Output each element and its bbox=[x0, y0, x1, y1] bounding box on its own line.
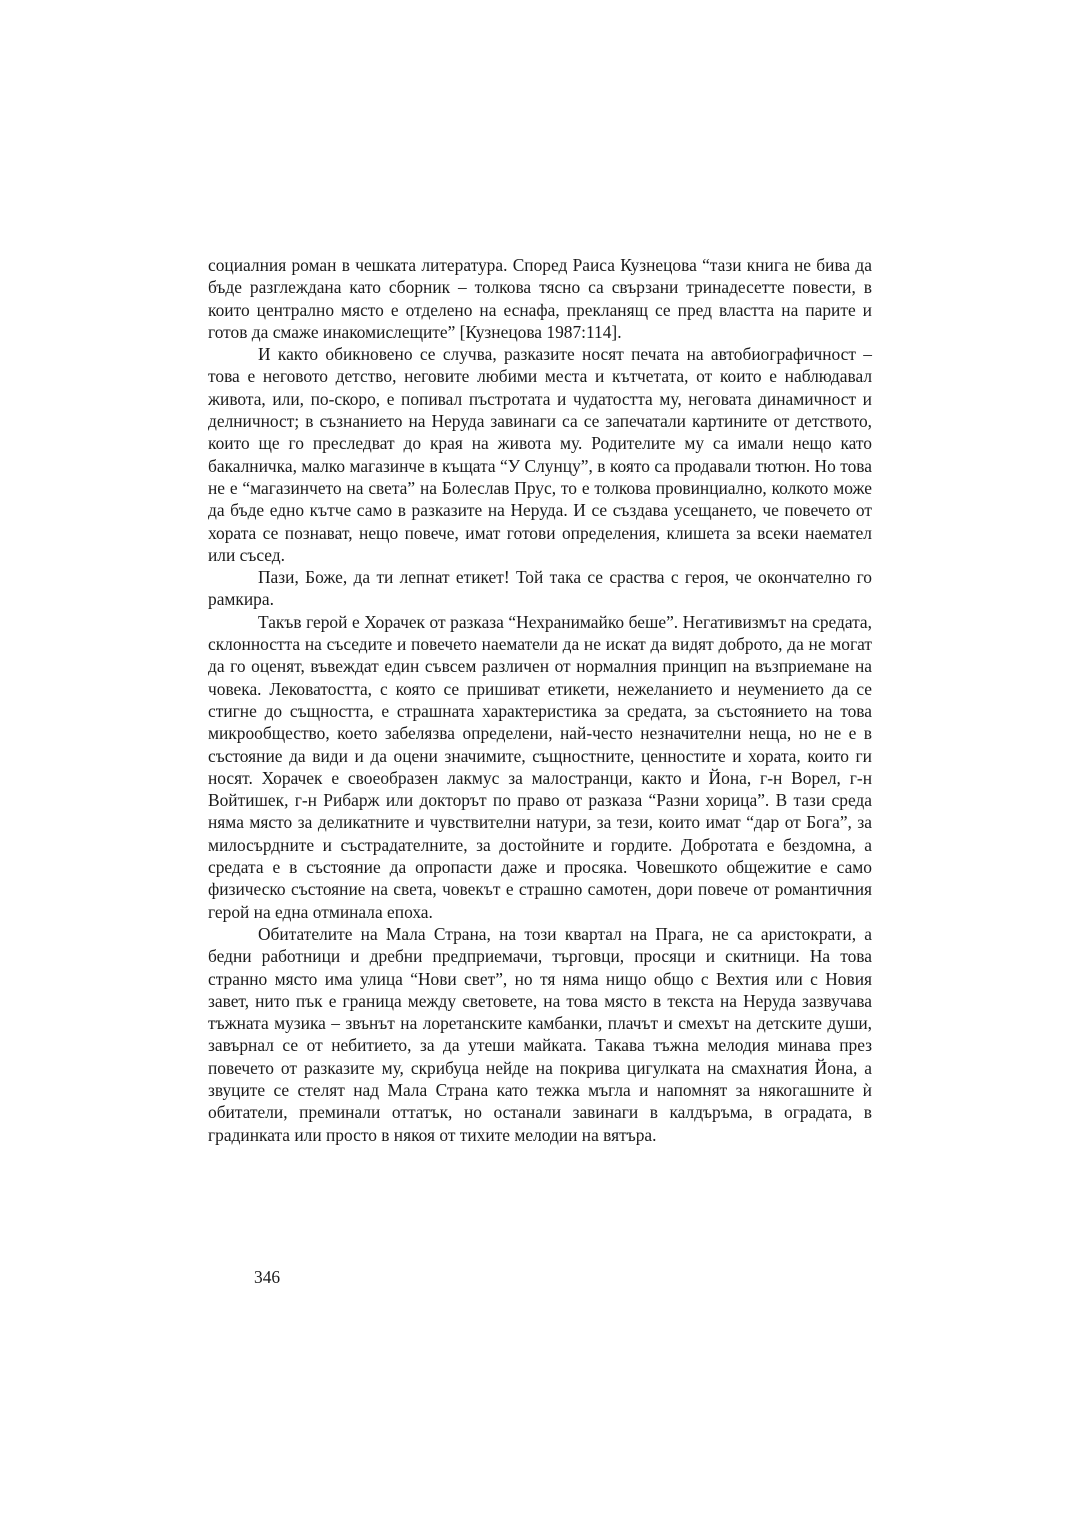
paragraph-5: Обитателите на Мала Страна, на този квартал на Прага, не са аристократи, а бедни работници и дребни предприемачи, търговци, просяци и скитници. На това странно място има улица “Нови свет”, но тя няма нищо общо с Вехтия или с Новия завет, нито пък е граница между световете, на това място в текста на Неруда зазвучава тъжната музика – звънът на лоретанските камбанки, плачът и смехът на детските души, завърнал се от небитието, за да утеши майката. Такава тъжна мелодия минава през повечето от разказите му, скрибуца нейде на покрива цигулката на смахнатия Йона, а звуците се стелят над Мала Страна като тежка мъгла и напомнят за някогашните ѝ обитатели, преминали оттатък, но останали завинаги в калдъръма, в оградата, в градинката или просто в някоя от тихите мелодии на вятъра. bbox=[208, 923, 872, 1145]
paragraph-1: социалния роман в чешката литература. Според Раиса Кузнецова “тази книга не бива да бъде разглеждана като сборник – толкова тясно са свързани тринадесетте повести, в които централно място е отделено на еснафа, прекланящ се пред властта на парите и готов да смаже инакомислещите” [Кузнецова 1987:114]. bbox=[208, 255, 872, 342]
body-text bbox=[208, 254, 872, 1146]
page-number: 346 bbox=[254, 1267, 281, 1287]
paragraph-3: Пази, Боже, да ти лепнат етикет! Той така се сраства с героя, че окончателно го рамкира. bbox=[208, 567, 872, 610]
paragraph-2: И както обикновено се случва, разказите носят печата на автобиографичност – това е неговото детство, неговите любими места и кътчетата, от които е наблюдавал живота, или, по-скоро, е попивал пъстротата и чудатостта му, неговата динамичност и делничност; в съзнанието на Неруда завинаги са се запечатали картините от детството, които ще го преследват до края на живота му. Родителите му са имали нещо като бакалничка, малко магазинче в къщата “У Слунцу”, в която са продавали тютюн. Но това не е “магазинчето на света” на Болеслав Прус, то е толкова провинциално, колкото може да бъде едно кътче само в разказите на Неруда. И се създава усещането, че повечето от хората се познават, нещо повече, имат готови определения, клишета за всеки наемател или съсед. bbox=[208, 344, 872, 565]
paragraph-4: Такъв герой е Хорачек от разказа “Нехранимайко беше”. Негативизмът на средата, склонността на съседите и повечето наематели да не искат да видят доброто, да не могат да го оценят, въвеждат един съвсем различен от нормалния принцип на възприемане на човека. Лековатостта, с която се пришиват етикети, нежеланието и неумението да се стигне до същността, е страшната характеристика за средата, за състоянието на това микрообщество, което забелязва определени, най-често незначителни неща, но не е в състояние да види и да оцени значимите, същностните, ценностите и хората, които ги носят. Хорачек е своеобразен лакмус за малостранци, както и Йона, г-н Ворел, г-н Войтишек, г-н Рибарж или докторът по право от разказа “Разни хорица”. В тази среда няма място за деликатните и чувствителни натури, за тези, които имат “дар от Бога”, за милосърдните и състрадателните, за достойните и гордите. Добротата е бездомна, а средата е в състояние да опропасти даже и просяка. Човешкото общежитие е само физическо състояние на света, човекът е страшно самотен, дори повече от романтичния герой на една отминала епоха. bbox=[208, 611, 872, 922]
